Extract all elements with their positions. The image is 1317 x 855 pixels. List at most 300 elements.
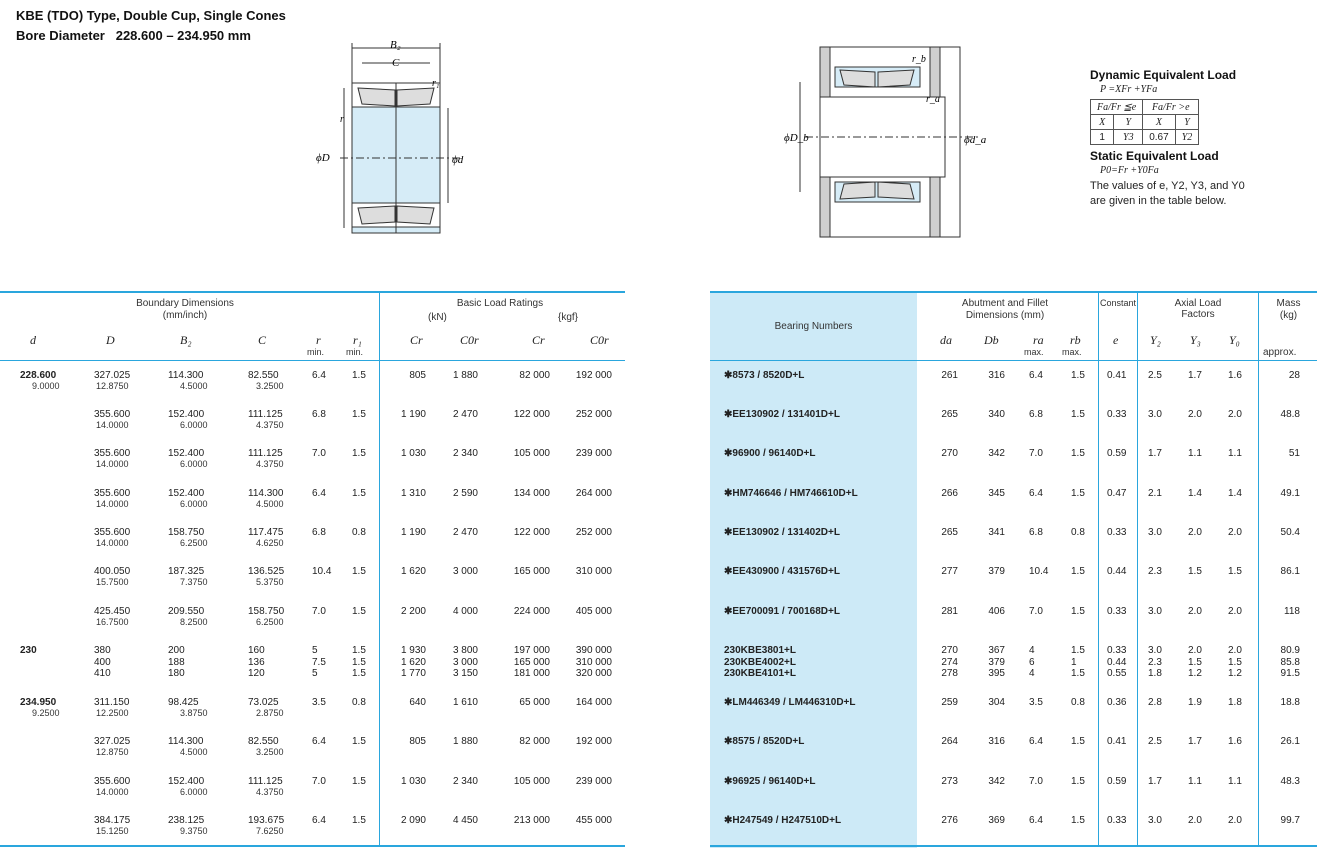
cell-Cr-kgf: 105 000 <box>513 776 550 787</box>
cell-D: 327.025 <box>94 736 131 747</box>
cell-C: 117.475 <box>248 527 284 538</box>
cell-Cr-kn: 1 030 <box>400 776 426 787</box>
cell-Db: 342 <box>988 448 1005 459</box>
sym-D: D <box>106 333 115 347</box>
cell-Y0: 2.0 <box>1228 606 1242 617</box>
header-kgf: {kgf} <box>558 312 579 323</box>
cell-D-inch: 14.0000 <box>96 499 129 509</box>
cell-B2-inch: 4.5000 <box>180 381 208 391</box>
cell-ra: 7.0 <box>1029 448 1043 459</box>
value-x2: 0.67 <box>1143 130 1175 145</box>
cell-da: 265 <box>941 527 958 538</box>
cell-mass: 50.4 <box>1280 527 1300 538</box>
cell-Y0: 1.5 <box>1228 566 1242 577</box>
cell-Y3: 2.0 <box>1188 606 1202 617</box>
cell-D: 355.600 <box>94 448 131 459</box>
cell-Db: 316 <box>988 736 1005 747</box>
cell-B2: 98.425 <box>168 697 199 708</box>
cell-C0r-kn: 2 590 <box>452 488 478 499</box>
cell-Y2: 1.7 <box>1148 776 1162 787</box>
dynamic-load-formula: P =XFr +YFa <box>1100 84 1158 95</box>
sym-Cr-kgf: Cr <box>532 333 545 347</box>
cell-da: 270 274 278 <box>941 645 958 679</box>
cell-r: 7.0 <box>312 606 326 617</box>
cell-D: 311.150 <box>94 697 130 708</box>
label-r1: r₁ <box>432 78 440 89</box>
cell-da: 277 <box>941 566 958 577</box>
cell-r1: 0.8 <box>352 527 366 538</box>
cell-Cr-kgf: 197 000 165 000 181 000 <box>513 645 550 679</box>
cell-Cr-kgf: 65 000 <box>519 697 550 708</box>
cell-B2-inch: 6.0000 <box>180 420 208 430</box>
cell-Y0: 1.1 <box>1228 448 1242 459</box>
cell-C: 82.550 <box>248 736 279 747</box>
cell-Y3: 2.0 <box>1188 527 1202 538</box>
cell-r1: 1.5 <box>352 370 366 381</box>
cell-mass: 28 <box>1288 370 1300 381</box>
cell-C-inch: 3.2500 <box>256 381 284 391</box>
sym-Y2: Y₂ <box>1150 333 1161 347</box>
cell-rb: 1.5 <box>1071 566 1085 577</box>
cell-Cr-kgf: 82 000 <box>519 370 550 381</box>
cell-D-inch: 16.7500 <box>96 617 129 627</box>
cell-C0r-kgf: 239 000 <box>575 448 612 459</box>
cell-B2: 200 188 180 <box>168 645 185 679</box>
cell-r1: 1.5 <box>352 606 366 617</box>
cell-r: 6.4 <box>312 736 326 747</box>
cell-C-inch: 4.3750 <box>256 459 284 469</box>
table-row <box>0 645 1317 685</box>
sym-max-1: max. <box>1024 347 1044 357</box>
cell-C0r-kgf: 252 000 <box>575 409 612 420</box>
cell-D: 355.600 <box>94 527 131 538</box>
table-row <box>0 409 1317 449</box>
cell-mass: 80.9 85.8 91.5 <box>1280 645 1300 679</box>
cell-Cr-kgf: 165 000 <box>513 566 550 577</box>
cell-rb: 1.5 <box>1071 370 1085 381</box>
cell-D-inch: 12.8750 <box>96 747 129 757</box>
cell-B2: 187.325 <box>168 566 205 577</box>
cell-Cr-kn: 1 190 <box>400 409 426 420</box>
cell-rb: 1.5 <box>1071 776 1085 787</box>
cell-Cr-kgf: 105 000 <box>513 448 550 459</box>
header-kn: (kN) <box>428 312 447 323</box>
cell-Db: 406 <box>988 606 1005 617</box>
cell-Cr-kn: 1 930 1 620 1 770 <box>400 645 426 679</box>
sym-e: e <box>1113 333 1119 347</box>
cell-bearing-number: ✱EE430900 / 431576D+L <box>724 566 840 577</box>
sym-C: C <box>258 333 267 347</box>
cell-bearing-number: ✱8575 / 8520D+L <box>724 736 805 747</box>
cell-bearing-number: ✱EE700091 / 700168D+L <box>724 606 840 617</box>
label-outer-diameter: ϕD <box>316 152 330 164</box>
table-row <box>0 815 1317 855</box>
cell-r1: 1.5 <box>352 448 366 459</box>
sub-header-x2: X <box>1143 115 1175 130</box>
cell-Y2: 2.5 <box>1148 370 1162 381</box>
header-mass-unit: (kg) <box>1279 310 1298 321</box>
sym-B2: B₂ <box>180 333 192 347</box>
sym-ra: ra <box>1033 333 1044 347</box>
cell-mass: 26.1 <box>1280 736 1300 747</box>
cell-bearing-number: ✱8573 / 8520D+L <box>724 370 805 381</box>
cell-d: 234.950 <box>20 697 57 708</box>
cell-C: 111.125 <box>248 409 283 420</box>
note-line-2: are given in the table below. <box>1090 195 1227 207</box>
cell-B2: 114.300 <box>168 736 204 747</box>
cell-e: 0.33 0.44 0.55 <box>1107 645 1127 679</box>
dynamic-load-title: Dynamic Equivalent Load <box>1090 68 1237 82</box>
bore-label: Bore Diameter <box>16 28 105 43</box>
cell-Y0: 1.4 <box>1228 488 1242 499</box>
table-row <box>0 488 1317 528</box>
sym-r1: r₁ <box>353 333 362 347</box>
value-x1: 1 <box>1091 130 1114 145</box>
cell-Y3: 1.1 <box>1188 448 1202 459</box>
cell-bearing-number: ✱EE130902 / 131402D+L <box>724 527 840 538</box>
cell-C0r-kgf: 239 000 <box>575 776 612 787</box>
cell-ra: 6.8 <box>1029 409 1043 420</box>
cell-Cr-kn: 1 030 <box>400 448 426 459</box>
cell-r: 7.0 <box>312 776 326 787</box>
cell-mass: 99.7 <box>1280 815 1300 826</box>
cell-C0r-kgf: 390 000 310 000 320 000 <box>575 645 612 679</box>
label-rb: r_b <box>912 54 926 65</box>
cell-C: 111.125 <box>248 776 283 787</box>
cell-e: 0.33 <box>1107 527 1127 538</box>
cell-B2-inch: 9.3750 <box>180 826 208 836</box>
cell-B2: 114.300 <box>168 370 204 381</box>
cell-C-inch: 4.6250 <box>256 538 284 548</box>
cell-B2-inch: 7.3750 <box>180 577 208 587</box>
cell-C0r-kgf: 252 000 <box>575 527 612 538</box>
label-da: ϕd_a <box>964 134 987 146</box>
cell-r: 6.8 <box>312 409 326 420</box>
cell-Db: 369 <box>988 815 1005 826</box>
cell-B2: 152.400 <box>168 409 205 420</box>
cell-e: 0.47 <box>1107 488 1127 499</box>
cell-r1: 1.5 <box>352 488 366 499</box>
cell-mass: 118 <box>1284 606 1300 617</box>
cell-r1: 1.5 <box>352 566 366 577</box>
cell-bearing-number: ✱96900 / 96140D+L <box>724 448 816 459</box>
cell-r1: 1.5 <box>352 815 366 826</box>
cell-D: 425.450 <box>94 606 131 617</box>
cell-Db: 345 <box>988 488 1005 499</box>
cell-Cr-kn: 2 200 <box>400 606 426 617</box>
cell-D: 380 400 410 <box>94 645 111 679</box>
cell-r1: 0.8 <box>352 697 366 708</box>
cell-rb: 0.8 <box>1071 697 1085 708</box>
cell-D: 384.175 <box>94 815 131 826</box>
cell-B2: 152.400 <box>168 776 205 787</box>
cell-C-inch: 3.2500 <box>256 747 284 757</box>
cell-Y2: 3.0 <box>1148 606 1162 617</box>
sym-C0r-kn: C0r <box>460 333 479 347</box>
cell-B2: 158.750 <box>168 527 205 538</box>
cell-bearing-number: ✱96925 / 96140D+L <box>724 776 816 787</box>
cell-B2-inch: 8.2500 <box>180 617 208 627</box>
sym-min-2: min. <box>346 347 364 357</box>
cell-e: 0.33 <box>1107 815 1127 826</box>
cell-mass: 86.1 <box>1280 566 1300 577</box>
cell-C-inch: 4.3750 <box>256 420 284 430</box>
table-row <box>0 448 1317 488</box>
sym-min-1: min. <box>307 347 325 357</box>
cell-D-inch: 12.2500 <box>96 708 129 718</box>
label-r: r <box>340 114 344 125</box>
cell-Cr-kn: 640 <box>409 697 426 708</box>
static-load-title: Static Equivalent Load <box>1090 149 1219 163</box>
header-boundary-unit: (mm/inch) <box>162 310 208 321</box>
header-mass: Mass <box>1276 298 1301 309</box>
cell-rb: 1.5 1 1.5 <box>1071 645 1085 679</box>
cell-Y0: 1.6 <box>1228 736 1242 747</box>
cell-ra: 4 6 4 <box>1029 645 1035 679</box>
cell-D-inch: 15.7500 <box>96 577 129 587</box>
cell-C0r-kn: 2 340 <box>452 776 478 787</box>
col-header-left: Fa/Fr ≦e <box>1091 100 1143 115</box>
sym-Cr-kn: Cr <box>410 333 423 347</box>
cell-da: 259 <box>941 697 958 708</box>
cell-Y2: 2.3 <box>1148 566 1162 577</box>
cell-C: 193.675 <box>248 815 285 826</box>
sym-Y3: Y₃ <box>1190 333 1201 347</box>
sub-header-x1: X <box>1091 115 1114 130</box>
cell-C0r-kn: 1 610 <box>452 697 478 708</box>
cell-C0r-kgf: 264 000 <box>575 488 612 499</box>
cell-ra: 10.4 <box>1029 566 1049 577</box>
cell-Y3: 1.5 <box>1188 566 1202 577</box>
cell-Y2: 2.5 <box>1148 736 1162 747</box>
cell-mass: 18.8 <box>1280 697 1300 708</box>
cell-Y3: 2.0 1.5 1.2 <box>1188 645 1202 679</box>
cell-D: 355.600 <box>94 776 131 787</box>
label-bore-diameter: ϕd <box>452 154 464 166</box>
cell-Db: 340 <box>988 409 1005 420</box>
cell-B2: 152.400 <box>168 488 205 499</box>
col-header-right: Fa/Fr >e <box>1143 100 1199 115</box>
cell-e: 0.59 <box>1107 776 1127 787</box>
cell-C: 111.125 <box>248 448 283 459</box>
cell-C: 160 136 120 <box>248 645 265 679</box>
label-c: C <box>392 57 400 69</box>
header-abutment-2: Dimensions (mm) <box>965 310 1045 321</box>
cell-da: 270 <box>941 448 958 459</box>
cell-da: 264 <box>941 736 958 747</box>
cell-e: 0.44 <box>1107 566 1127 577</box>
cell-Y3: 1.7 <box>1188 370 1202 381</box>
header-abutment: Abutment and Fillet <box>961 298 1049 309</box>
top-rule-left <box>0 291 625 293</box>
cell-da: 261 <box>941 370 958 381</box>
load-factor-table <box>1090 99 1199 145</box>
cell-C0r-kn: 2 470 <box>452 527 478 538</box>
cell-Y0: 2.0 <box>1228 409 1242 420</box>
cell-C0r-kgf: 455 000 <box>575 815 612 826</box>
bore-range: 228.600 – 234.950 mm <box>115 28 251 43</box>
cell-mass: 51 <box>1288 448 1300 459</box>
table-row <box>0 736 1317 776</box>
cell-C0r-kgf: 192 000 <box>575 370 612 381</box>
header-axial-2: Factors <box>1181 309 1215 320</box>
cell-C: 136.525 <box>248 566 285 577</box>
cell-B2-inch: 6.0000 <box>180 459 208 469</box>
cell-bearing-number: ✱EE130902 / 131401D+L <box>724 409 840 420</box>
cell-ra: 6.4 <box>1029 488 1043 499</box>
cell-ra: 3.5 <box>1029 697 1043 708</box>
bore-diameter <box>16 28 251 43</box>
cell-C0r-kgf: 405 000 <box>575 606 612 617</box>
cell-B2: 238.125 <box>168 815 205 826</box>
table-row <box>0 527 1317 567</box>
cell-r: 6.4 <box>312 815 326 826</box>
cell-Y0: 1.6 <box>1228 370 1242 381</box>
cell-r: 7.0 <box>312 448 326 459</box>
cell-Db: 342 <box>988 776 1005 787</box>
cell-r: 3.5 <box>312 697 326 708</box>
cell-r1: 1.5 <box>352 409 366 420</box>
cell-C: 158.750 <box>248 606 285 617</box>
label-db: ϕD_b <box>784 132 809 144</box>
cell-Db: 379 <box>988 566 1005 577</box>
sym-approx: approx. <box>1263 347 1297 358</box>
cell-B2-inch: 6.0000 <box>180 499 208 509</box>
cell-C-inch: 5.3750 <box>256 577 284 587</box>
cell-C0r-kn: 4 450 <box>452 815 478 826</box>
table-row <box>0 370 1317 410</box>
cell-Y0: 1.8 <box>1228 697 1242 708</box>
equivalent-load-info <box>1090 68 1245 207</box>
cell-rb: 1.5 <box>1071 815 1085 826</box>
cell-C-inch: 4.3750 <box>256 787 284 797</box>
cell-d-inch: 9.0000 <box>32 381 60 391</box>
cell-C0r-kn: 1 880 <box>452 736 478 747</box>
cell-B2: 152.400 <box>168 448 205 459</box>
cell-e: 0.36 <box>1107 697 1127 708</box>
cell-C0r-kn: 1 880 <box>452 370 478 381</box>
cell-Y2: 3.0 <box>1148 527 1162 538</box>
cell-d: 230 <box>20 645 37 656</box>
sub-header-y1: Y <box>1114 115 1143 130</box>
cell-r1: 1.5 <box>352 736 366 747</box>
header-constant: Constant <box>1099 298 1137 308</box>
cell-rb: 1.5 <box>1071 488 1085 499</box>
cell-C0r-kn: 3 800 3 000 3 150 <box>452 645 478 679</box>
cell-C0r-kgf: 192 000 <box>575 736 612 747</box>
cell-da: 281 <box>941 606 958 617</box>
cell-d: 228.600 <box>20 370 57 381</box>
cell-e: 0.41 <box>1107 370 1127 381</box>
sym-r: r <box>316 333 321 347</box>
value-y2: Y2 <box>1175 130 1199 145</box>
static-load-formula: P0=Fr +Y0Fa <box>1100 165 1159 176</box>
cell-rb: 1.5 <box>1071 448 1085 459</box>
top-rule-right <box>710 291 1317 293</box>
cell-B2: 209.550 <box>168 606 205 617</box>
cell-rb: 1.5 <box>1071 606 1085 617</box>
cell-ra: 6.4 <box>1029 370 1043 381</box>
cell-da: 273 <box>941 776 958 787</box>
cell-r1: 1.5 1.5 1.5 <box>352 645 366 679</box>
cell-bearing-number: 230KBE3801+L 230KBE4002+L 230KBE4101+L <box>724 645 796 679</box>
cell-C0r-kn: 4 000 <box>452 606 478 617</box>
cell-ra: 6.4 <box>1029 815 1043 826</box>
header-rule-right <box>710 360 1317 361</box>
cell-Y2: 3.0 <box>1148 815 1162 826</box>
cell-ra: 6.4 <box>1029 736 1043 747</box>
cell-D-inch: 14.0000 <box>96 787 129 797</box>
cell-B2-inch: 6.0000 <box>180 787 208 797</box>
cell-da: 276 <box>941 815 958 826</box>
cell-Y2: 1.7 <box>1148 448 1162 459</box>
note-line-1: The values of e, Y2, Y3, and Y0 <box>1090 180 1245 192</box>
cell-Y3: 1.7 <box>1188 736 1202 747</box>
cell-Y2: 2.8 <box>1148 697 1162 708</box>
cell-ra: 7.0 <box>1029 606 1043 617</box>
sym-Y0: Y₀ <box>1229 333 1240 347</box>
header-bearing-numbers: Bearing Numbers <box>774 321 853 332</box>
sym-da: da <box>940 333 952 347</box>
value-y1: Y3 <box>1114 130 1143 145</box>
cell-Y0: 2.0 <box>1228 815 1242 826</box>
cell-Y3: 2.0 <box>1188 815 1202 826</box>
cell-bearing-number: ✱H247549 / H247510D+L <box>724 815 842 826</box>
page-title: KBE (TDO) Type, Double Cup, Single Cones <box>16 8 286 23</box>
cell-Db: 316 <box>988 370 1005 381</box>
cell-Db: 304 <box>988 697 1005 708</box>
cell-Cr-kgf: 134 000 <box>513 488 550 499</box>
cell-D-inch: 14.0000 <box>96 459 129 469</box>
cell-C-inch: 4.5000 <box>256 499 284 509</box>
cell-Y3: 1.9 <box>1188 697 1202 708</box>
cell-D: 355.600 <box>94 488 131 499</box>
header-boundary: Boundary Dimensions <box>136 298 234 309</box>
cell-C-inch: 7.6250 <box>256 826 284 836</box>
cell-bearing-number: ✱HM746646 / HM746610D+L <box>724 488 858 499</box>
cell-D-inch: 12.8750 <box>96 381 129 391</box>
bearing-cross-section-diagram <box>300 38 480 238</box>
cell-Cr-kn: 1 190 <box>400 527 426 538</box>
cell-D: 400.050 <box>94 566 131 577</box>
cell-Y0: 2.0 1.5 1.2 <box>1228 645 1242 679</box>
cell-C0r-kn: 2 340 <box>452 448 478 459</box>
mounting-diagram <box>780 42 1000 242</box>
sub-header-y2: Y <box>1175 115 1199 130</box>
cell-mass: 49.1 <box>1280 488 1300 499</box>
cell-e: 0.41 <box>1107 736 1127 747</box>
cell-Y3: 1.4 <box>1188 488 1202 499</box>
cell-e: 0.33 <box>1107 606 1127 617</box>
sym-Db: Db <box>984 333 999 347</box>
cell-d-inch: 9.2500 <box>32 708 60 718</box>
sym-rb: rb <box>1070 333 1081 347</box>
cell-r: 5 7.5 5 <box>312 645 326 679</box>
cell-r1: 1.5 <box>352 776 366 787</box>
cell-B2-inch: 3.8750 <box>180 708 208 718</box>
cell-D-inch: 14.0000 <box>96 420 129 430</box>
cell-r: 10.4 <box>312 566 332 577</box>
cell-Y2: 3.0 2.3 1.8 <box>1148 645 1162 679</box>
cell-D: 327.025 <box>94 370 131 381</box>
cell-C0r-kn: 2 470 <box>452 409 478 420</box>
sym-d: d <box>30 333 36 347</box>
cell-Cr-kn: 1 310 <box>400 488 426 499</box>
cell-ra: 7.0 <box>1029 776 1043 787</box>
cell-Cr-kn: 1 620 <box>400 566 426 577</box>
cell-C-inch: 2.8750 <box>256 708 284 718</box>
cell-B2-inch: 4.5000 <box>180 747 208 757</box>
